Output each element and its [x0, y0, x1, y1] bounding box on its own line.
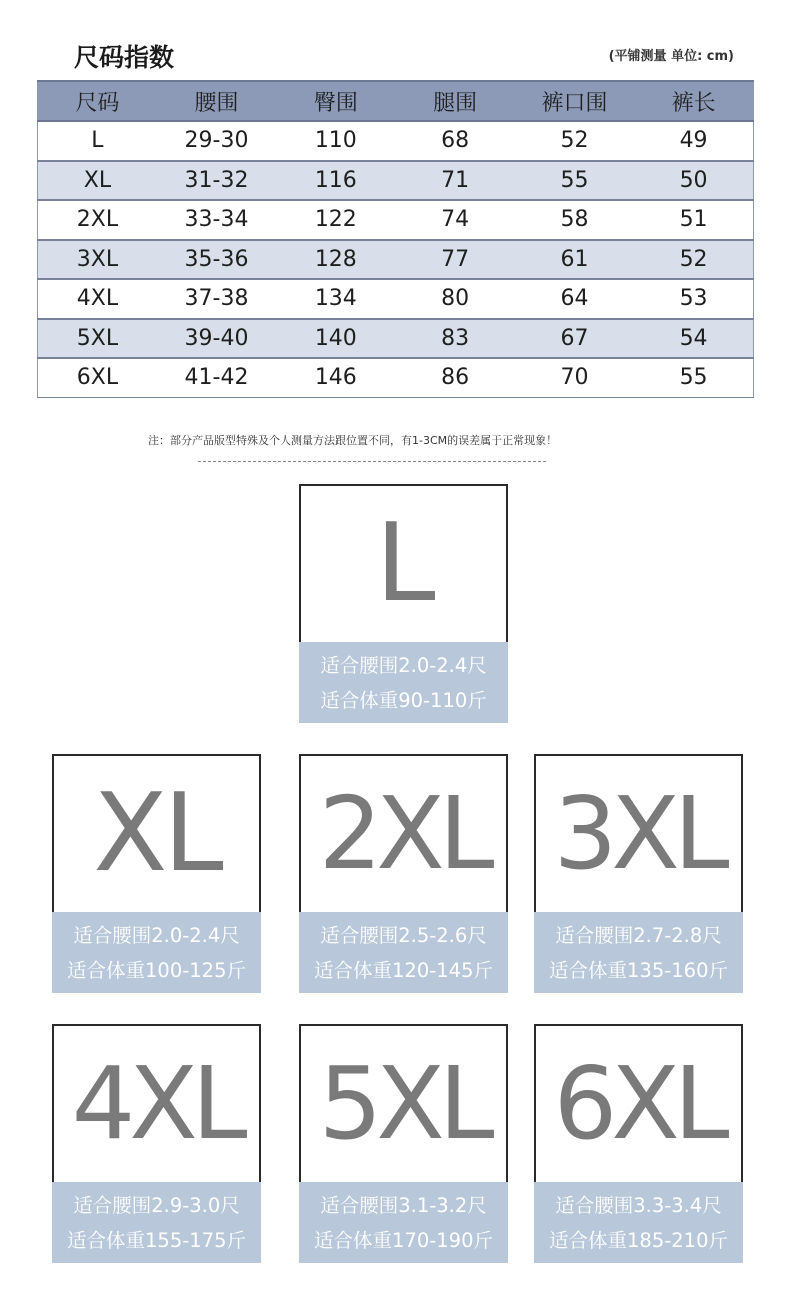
table-cell: 52: [634, 240, 753, 280]
size-box: [52, 754, 261, 914]
size-card-4xl: [52, 1024, 261, 1263]
fit-info: [534, 1182, 743, 1263]
fit-info: [52, 912, 261, 993]
table-cell: 74: [395, 200, 514, 240]
table-cell: 86: [395, 358, 514, 397]
fit-weight: 适合体重100-125斤: [67, 958, 246, 982]
fit-info: [299, 912, 508, 993]
table-cell: 29-30: [157, 121, 276, 161]
table-cell: 83: [395, 319, 514, 359]
table-cell: 51: [634, 200, 753, 240]
size-box: [534, 754, 743, 914]
page-title: 尺码指数: [74, 43, 175, 72]
table-cell: 55: [634, 358, 753, 397]
size-card-2xl: [299, 754, 508, 993]
table-cell: 61: [515, 240, 634, 280]
table-row: [38, 240, 754, 280]
fit-info: [299, 642, 508, 723]
table-cell: 4XL: [38, 279, 157, 319]
table-cell: 31-32: [157, 161, 276, 201]
table-row: [38, 319, 754, 359]
header-hem: 裤口围: [515, 81, 634, 121]
fit-info: [299, 1182, 508, 1263]
table-cell: 2XL: [38, 200, 157, 240]
table-cell: 49: [634, 121, 753, 161]
fit-weight: 适合体重135-160斤: [549, 958, 728, 982]
table-cell: 33-34: [157, 200, 276, 240]
fit-weight: 适合体重170-190斤: [314, 1228, 493, 1252]
table-cell: 80: [395, 279, 514, 319]
table-cell: 134: [276, 279, 395, 319]
table-cell: 37-38: [157, 279, 276, 319]
fit-weight: 适合体重155-175斤: [67, 1228, 246, 1252]
table-cell: 70: [515, 358, 634, 397]
size-card-5xl: [299, 1024, 508, 1263]
fit-weight: 适合体重90-110斤: [320, 688, 487, 712]
size-box: [534, 1024, 743, 1184]
header-thigh: 腿围: [395, 81, 514, 121]
header-waist: 腰围: [157, 81, 276, 121]
table-cell: 68: [395, 121, 514, 161]
header-hip: 臀围: [276, 81, 395, 121]
table-cell: 6XL: [38, 358, 157, 397]
table-cell: 3XL: [38, 240, 157, 280]
size-label: L: [375, 501, 432, 626]
fit-waist: 适合腰围2.7-2.8尺: [555, 923, 722, 947]
size-box: [299, 484, 508, 644]
fit-info: [534, 912, 743, 993]
fit-waist: 适合腰围2.0-2.4尺: [73, 923, 240, 947]
table-cell: 77: [395, 240, 514, 280]
size-table: [37, 80, 754, 398]
size-label: 6XL: [553, 1045, 724, 1162]
table-row: [38, 279, 754, 319]
table-cell: 146: [276, 358, 395, 397]
table-cell: 116: [276, 161, 395, 201]
table-cell: XL: [38, 161, 157, 201]
table-cell: 41-42: [157, 358, 276, 397]
table-cell: 140: [276, 319, 395, 359]
size-box: [299, 754, 508, 914]
size-card-xl: [52, 754, 261, 993]
fit-waist: 适合腰围3.3-3.4尺: [555, 1193, 722, 1217]
table-cell: 122: [276, 200, 395, 240]
size-label: 5XL: [318, 1045, 489, 1162]
fit-weight: 适合体重185-210斤: [549, 1228, 728, 1252]
size-card-6xl: [534, 1024, 743, 1263]
table-cell: 52: [515, 121, 634, 161]
table-row: [38, 121, 754, 161]
table-cell: 39-40: [157, 319, 276, 359]
table-cell: 64: [515, 279, 634, 319]
table-cell: 35-36: [157, 240, 276, 280]
measurement-note: 注：部分产品版型特殊及个人测量方法跟位置不同，有1-3CM的误差属于正常现象！: [148, 434, 558, 447]
table-cell: 58: [515, 200, 634, 240]
dashed-divider: [198, 461, 546, 462]
table-cell: 55: [515, 161, 634, 201]
fit-weight: 适合体重120-145斤: [314, 958, 493, 982]
table-cell: 53: [634, 279, 753, 319]
fit-waist: 适合腰围2.9-3.0尺: [73, 1193, 240, 1217]
table-cell: 50: [634, 161, 753, 201]
unit-note: (平铺测量 单位: cm): [608, 49, 734, 64]
size-label: XL: [93, 771, 220, 896]
fit-waist: 适合腰围3.1-3.2尺: [320, 1193, 487, 1217]
size-card-3xl: [534, 754, 743, 993]
size-label: 3XL: [553, 775, 724, 892]
fit-waist: 适合腰围2.5-2.6尺: [320, 923, 487, 947]
table-header-row: [38, 81, 754, 121]
size-box: [52, 1024, 261, 1184]
table-cell: L: [38, 121, 157, 161]
size-box: [299, 1024, 508, 1184]
table-row: [38, 358, 754, 397]
fit-waist: 适合腰围2.0-2.4尺: [320, 653, 487, 677]
size-label: 2XL: [318, 775, 489, 892]
table-row: [38, 161, 754, 201]
table-row: [38, 200, 754, 240]
size-card-l: [299, 484, 508, 723]
table-cell: 128: [276, 240, 395, 280]
table-cell: 5XL: [38, 319, 157, 359]
header-length: 裤长: [634, 81, 753, 121]
size-label: 4XL: [71, 1045, 242, 1162]
fit-info: [52, 1182, 261, 1263]
header-size: 尺码: [38, 81, 157, 121]
table-cell: 71: [395, 161, 514, 201]
table-cell: 54: [634, 319, 753, 359]
table-cell: 110: [276, 121, 395, 161]
table-cell: 67: [515, 319, 634, 359]
